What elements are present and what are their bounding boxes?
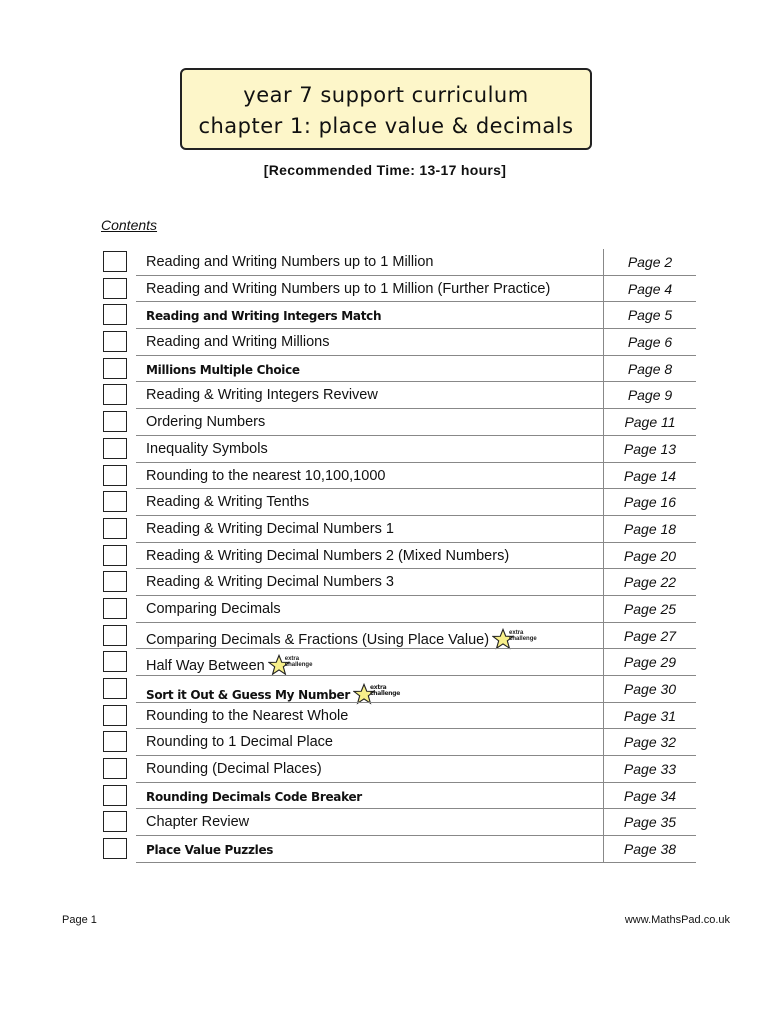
toc-page-number: Page 4 bbox=[603, 276, 696, 303]
toc-item-title: Reading and Writing Millions bbox=[146, 334, 330, 351]
toc-page-number: Page 29 bbox=[603, 649, 696, 676]
toc-row bbox=[103, 596, 695, 623]
completion-checkbox[interactable] bbox=[103, 278, 127, 299]
toc-item-title: Place Value Puzzles bbox=[146, 843, 274, 858]
toc-item-title: Comparing Decimals bbox=[146, 600, 281, 617]
toc-item-title: Reading and Writing Numbers up to 1 Million (Further Practice) bbox=[146, 280, 551, 297]
completion-checkbox[interactable] bbox=[103, 678, 127, 699]
extra-challenge-label-2: challenge bbox=[370, 690, 401, 697]
toc-item-title: Reading & Writing Integers Revivew bbox=[146, 387, 378, 404]
completion-checkbox[interactable] bbox=[103, 411, 127, 432]
footer-page-number: Page 1 bbox=[62, 914, 97, 926]
toc-row bbox=[103, 543, 695, 570]
toc-page-number: Page 35 bbox=[603, 809, 696, 836]
completion-checkbox[interactable] bbox=[103, 384, 127, 405]
toc-page-number: Page 5 bbox=[603, 302, 696, 329]
toc-item-title: Reading & Writing Decimal Numbers 2 (Mixed Numbers) bbox=[146, 547, 510, 564]
toc-row bbox=[103, 382, 695, 409]
row-divider bbox=[136, 862, 603, 863]
toc-item-title: Rounding Decimals Code Breaker bbox=[146, 789, 362, 804]
toc-item-title: Millions Multiple Choice bbox=[146, 362, 300, 377]
completion-checkbox[interactable] bbox=[103, 304, 127, 325]
completion-checkbox[interactable] bbox=[103, 358, 127, 379]
toc-page-number: Page 34 bbox=[603, 783, 696, 810]
completion-checkbox[interactable] bbox=[103, 651, 127, 672]
toc-page-number: Page 13 bbox=[603, 436, 696, 463]
extra-challenge-star-icon bbox=[492, 628, 536, 650]
toc-page-number: Page 9 bbox=[603, 382, 696, 409]
toc-row bbox=[103, 329, 695, 356]
toc-page-number: Page 6 bbox=[603, 329, 696, 356]
toc-item-title: Chapter Review bbox=[146, 814, 250, 831]
toc-page-number: Page 8 bbox=[603, 356, 696, 383]
toc-item-title: Rounding to 1 Decimal Place bbox=[146, 734, 333, 751]
toc-item-title: Rounding (Decimal Places) bbox=[146, 761, 322, 778]
toc-row bbox=[103, 409, 695, 436]
title-line-2: chapter 1: place value & decimals bbox=[198, 114, 574, 138]
toc-row bbox=[103, 436, 695, 463]
toc-row bbox=[103, 756, 695, 783]
footer-website: www.MathsPad.co.uk bbox=[624, 914, 730, 926]
extra-challenge-label-2: challenge bbox=[509, 635, 537, 642]
toc-row bbox=[103, 276, 695, 303]
toc-page-number: Page 2 bbox=[603, 249, 696, 276]
completion-checkbox[interactable] bbox=[103, 518, 127, 539]
toc-item-title: Reading & Writing Tenths bbox=[146, 494, 310, 511]
recommended-time: [Recommended Time: 13-17 hours] bbox=[263, 162, 507, 178]
toc-row bbox=[103, 729, 695, 756]
completion-checkbox[interactable] bbox=[103, 811, 127, 832]
extra-challenge-label-2: challenge bbox=[284, 662, 313, 669]
toc-row bbox=[103, 516, 695, 543]
toc-row bbox=[103, 356, 695, 383]
contents-table bbox=[103, 249, 695, 863]
toc-row bbox=[103, 836, 695, 863]
toc-page-number: Page 16 bbox=[603, 489, 696, 516]
toc-page-number: Page 25 bbox=[603, 596, 696, 623]
toc-page-number: Page 38 bbox=[603, 836, 696, 863]
toc-row bbox=[103, 649, 695, 676]
toc-row bbox=[103, 463, 695, 490]
completion-checkbox[interactable] bbox=[103, 491, 127, 512]
title-line-1: year 7 support curriculum bbox=[243, 83, 529, 107]
toc-item-title: Comparing Decimals & Fractions (Using Place Value) extra challenge bbox=[146, 629, 537, 648]
completion-checkbox[interactable] bbox=[103, 838, 127, 859]
toc-item-title: Ordering Numbers bbox=[146, 414, 266, 431]
completion-checkbox[interactable] bbox=[103, 331, 127, 352]
toc-item-title: Reading & Writing Decimal Numbers 3 bbox=[146, 574, 394, 591]
completion-checkbox[interactable] bbox=[103, 758, 127, 779]
contents-label: Contents bbox=[101, 217, 158, 233]
title-box bbox=[180, 68, 592, 150]
toc-item-title: Rounding to the nearest 10,100,1000 bbox=[146, 467, 386, 484]
toc-row bbox=[103, 676, 695, 703]
extra-challenge-label-1: extra bbox=[509, 629, 524, 636]
completion-checkbox[interactable] bbox=[103, 438, 127, 459]
toc-row bbox=[103, 249, 695, 276]
extra-challenge-label-1: extra bbox=[284, 656, 300, 663]
toc-row bbox=[103, 809, 695, 836]
toc-row bbox=[103, 489, 695, 516]
toc-page-number: Page 31 bbox=[603, 703, 696, 730]
toc-row bbox=[103, 623, 695, 650]
toc-page-number: Page 32 bbox=[603, 729, 696, 756]
toc-item-title: Rounding to the Nearest Whole bbox=[146, 707, 349, 724]
toc-page-number: Page 27 bbox=[603, 623, 696, 650]
toc-page-number: Page 11 bbox=[603, 409, 696, 436]
toc-page-number: Page 33 bbox=[603, 756, 696, 783]
toc-item-title: Reading and Writing Numbers up to 1 Million bbox=[146, 254, 434, 270]
extra-challenge-star-icon bbox=[268, 654, 312, 676]
completion-checkbox[interactable] bbox=[103, 731, 127, 752]
completion-checkbox[interactable] bbox=[103, 571, 127, 592]
toc-row bbox=[103, 302, 695, 329]
completion-checkbox[interactable] bbox=[103, 785, 127, 806]
toc-item-title: Sort it Out & Guess My Number extra challenge bbox=[146, 683, 397, 705]
completion-checkbox[interactable] bbox=[103, 251, 127, 272]
toc-item-title: Half Way Between extra challenge bbox=[146, 656, 313, 675]
toc-row bbox=[103, 569, 695, 596]
completion-checkbox[interactable] bbox=[103, 625, 127, 646]
toc-page-number: Page 30 bbox=[603, 676, 696, 703]
toc-item-title: Reading and Writing Integers Match bbox=[146, 309, 382, 324]
toc-page-number: Page 18 bbox=[603, 516, 696, 543]
completion-checkbox[interactable] bbox=[103, 598, 127, 619]
completion-checkbox[interactable] bbox=[103, 705, 127, 726]
toc-item-title: Reading & Writing Decimal Numbers 1 bbox=[146, 520, 394, 537]
completion-checkbox[interactable] bbox=[103, 465, 127, 486]
toc-item-title: Inequality Symbols bbox=[146, 440, 268, 457]
completion-checkbox[interactable] bbox=[103, 545, 127, 566]
toc-row bbox=[103, 703, 695, 730]
toc-row bbox=[103, 783, 695, 810]
toc-page-number: Page 20 bbox=[603, 543, 696, 570]
extra-challenge-label-1: extra bbox=[370, 684, 387, 691]
toc-page-number: Page 14 bbox=[603, 463, 696, 490]
toc-page-number: Page 22 bbox=[603, 569, 696, 596]
